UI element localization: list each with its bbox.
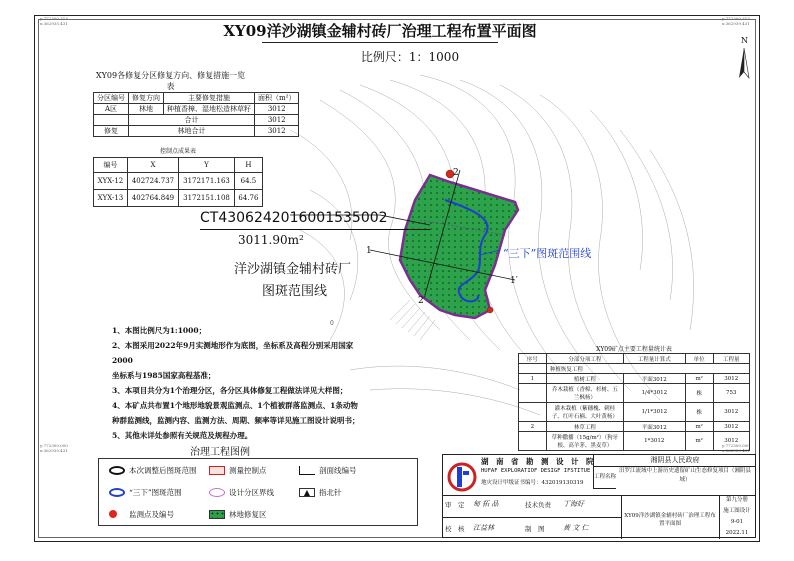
table-cell: 64.5 xyxy=(234,173,262,190)
table-cell xyxy=(519,384,547,403)
institute-logo-icon xyxy=(447,459,477,495)
table-cell: 1 xyxy=(519,374,547,384)
legend-item-section xyxy=(299,465,357,476)
table-cell: 林草工程 xyxy=(546,422,623,432)
legend-item-scope xyxy=(109,465,197,476)
restoration-table xyxy=(93,92,299,137)
table-cell: 种植恢复工程 xyxy=(546,364,749,374)
table-cell: 1/1*3012 xyxy=(623,403,685,422)
north-arrow-icon xyxy=(733,44,755,84)
control-header: X xyxy=(127,158,178,173)
quantity-table-caption: XY09矿点主要工程量统计表 xyxy=(596,346,672,353)
title-underline xyxy=(262,42,498,43)
monitor-point-icon xyxy=(487,307,493,313)
quantity-table xyxy=(518,353,750,451)
quantity-header: 分部分项工程 xyxy=(546,354,623,364)
elevation-label: 0 xyxy=(330,320,334,327)
table-cell xyxy=(519,364,547,374)
note-line: 5、其他未详处参照有关规范及规程办理。 xyxy=(112,431,253,440)
monitor-point-icon xyxy=(109,510,125,519)
table-cell xyxy=(94,115,129,126)
company-name-cn: 湖 南 省 勘 测 设 计 院 xyxy=(481,457,594,466)
table-cell: XYX-12 xyxy=(94,173,128,190)
parcel-area: 3011.90m² xyxy=(238,233,304,247)
company-name-en: HUFAF EXPLORATIOF DESIGF IFSTITUE xyxy=(481,468,591,474)
check-label: 校 核 xyxy=(445,525,465,533)
legend-item-forest xyxy=(209,509,267,520)
control-header: Y xyxy=(179,158,235,173)
legend-label: 设计分区界线 xyxy=(229,488,274,497)
client-name: 湘阴县人民政府 xyxy=(593,455,756,467)
drawing-date: 2022.11 xyxy=(725,530,749,536)
quantity-header: 工程量 xyxy=(713,354,749,364)
table-cell: 402724.737 xyxy=(127,173,178,190)
table-cell: A区 xyxy=(94,104,129,115)
table-cell: 株 xyxy=(685,403,713,422)
section-label-2p: 2′ xyxy=(418,296,426,306)
note-line: 1、本图比例尺为1:1000； xyxy=(112,326,207,335)
note-line: 4、本矿点共布置1个地形地貌景观监测点、1个植被群落监测点、1条动物 xyxy=(112,401,358,410)
map-title: XY09洋沙湖镇金辅村砖厂治理工程布置平面图 xyxy=(223,22,537,40)
table-cell: 1/4*3012 xyxy=(623,384,685,403)
restoration-header: 分区编号 xyxy=(94,93,129,104)
map-scale: 比例尺：1：1000 xyxy=(360,50,460,64)
table-cell: 3172151.108 xyxy=(179,190,235,207)
zone-boundary-icon xyxy=(209,488,225,497)
sheet-info xyxy=(719,495,755,539)
forest-zone-icon xyxy=(209,510,225,519)
legend-label: 林地修复区 xyxy=(229,510,267,519)
section-line-icon xyxy=(299,466,315,475)
sheet-label: 第九分册 xyxy=(725,497,748,503)
legend-label: 剖面线编号 xyxy=(319,466,357,475)
table-cell: 林地合计 xyxy=(129,126,255,137)
sanxia-symbol-icon xyxy=(109,488,125,497)
table-cell: 3172171.163 xyxy=(179,173,235,190)
title-block xyxy=(442,454,756,538)
restoration-header: 主要修复措施 xyxy=(164,93,255,104)
table-cell: 灌木栽植（紫穗槐、刺桂子、红叶石楠、大叶黄杨） xyxy=(546,403,623,422)
table-cell: 3012 xyxy=(255,115,299,126)
corner-coord-top-right: y:772300.313 x:362939.431 xyxy=(722,16,750,26)
audit-label: 审 定 xyxy=(445,501,465,509)
draw-signature: 黄 文 仁 xyxy=(563,524,589,532)
quantity-header: 工程量计算式 xyxy=(623,354,685,364)
draw-label: 制 图 xyxy=(525,525,545,533)
table-cell: 753 xyxy=(713,384,749,403)
table-cell: 3012 xyxy=(255,126,299,137)
design-notes xyxy=(112,323,362,443)
table-cell: 种植香樟、湿地松造林草籽 xyxy=(164,104,255,115)
legend-item-survey xyxy=(209,465,267,476)
table-cell: 1*3012 xyxy=(623,432,685,451)
table-cell: 402764.849 xyxy=(127,190,178,207)
cert-number: 地灾设计甲级证书编号：432019130319 xyxy=(481,480,584,486)
project-name: 汨罗江流域中上游历史遗留矿山生态修复项目（湘阴县域） xyxy=(618,468,751,483)
drawing-number: 9-01 xyxy=(730,519,744,525)
corner-coord-top-left: y:772300.313 x:362935.431 xyxy=(40,16,68,26)
table-cell: 乔木栽植（香樟、杉树、五兰枫杨） xyxy=(546,384,623,403)
boundary-name: 图斑范围线 xyxy=(262,284,328,299)
section-label-2: 2 xyxy=(453,168,459,178)
table-cell: m² xyxy=(685,374,713,384)
table-cell: 3012 xyxy=(713,422,749,432)
legend-title: 治理工程图例 xyxy=(190,447,250,458)
restoration-table-block xyxy=(93,70,299,137)
control-table-caption: 控制点成果表 xyxy=(159,148,196,155)
parcel-code: CT430624201600153500​2 xyxy=(200,210,388,226)
control-header: H xyxy=(234,158,262,173)
site-name: 洋沙湖镇金辅村砖厂 xyxy=(234,262,352,277)
table-cell: 3012 xyxy=(713,374,749,384)
drawing-name: XY09洋沙湖镇金辅村砖厂治理工程布置平面图 xyxy=(624,513,716,527)
quantity-header: 序号 xyxy=(519,354,547,364)
table-cell: 合计 xyxy=(129,115,255,126)
section-label-1p: 1′ xyxy=(510,276,518,286)
table-cell xyxy=(519,403,547,422)
legend-item-zone xyxy=(209,487,274,498)
table-cell: 株 xyxy=(685,384,713,403)
corner-coord-bottom-left: y:772300.000 x:362935.431 xyxy=(40,443,68,453)
control-header: 编号 xyxy=(94,158,128,173)
legend-item-north xyxy=(299,487,342,498)
scope-symbol-icon xyxy=(109,466,125,475)
legend-item-sanxia xyxy=(109,487,182,498)
tech-signature: 丁海好 xyxy=(563,500,584,508)
table-cell: 2 xyxy=(519,422,547,432)
table-cell xyxy=(519,432,547,451)
legend-label: 本次调整后图斑范围 xyxy=(129,466,197,475)
table-cell: 平面3012 xyxy=(623,422,685,432)
audit-signature: 甸 拓 品 xyxy=(473,500,499,508)
note-line: 种群监测线，监测内容、监测方法、周期、频率等详见施工图设计说明书； xyxy=(112,416,360,425)
table-cell: 植树工程 xyxy=(546,374,623,384)
table-cell: 修复 xyxy=(94,126,129,137)
sanxia-label: “三下”图斑范围线 xyxy=(503,247,592,260)
legend-label: 测量控制点 xyxy=(229,466,267,475)
quantity-header: 单位 xyxy=(685,354,713,364)
table-cell: 64.76 xyxy=(234,190,262,207)
restoration-header: 修复方向 xyxy=(129,93,164,104)
table-cell: m² xyxy=(685,422,713,432)
table-cell: m² xyxy=(685,432,713,451)
note-line: 2、本图采用2022年9月实测地形作为底图，坐标系及高程分别采用国家2000 xyxy=(112,341,354,365)
table-cell: 3012 xyxy=(713,432,749,451)
note-line: 3、本项目共分为1个治理分区，各分区具体修复工程做法详见大样图； xyxy=(112,386,348,395)
legend-label: 指北针 xyxy=(319,488,342,497)
table-cell: 林地 xyxy=(129,104,164,115)
legend-label: “三下”图斑范围 xyxy=(129,488,182,497)
legend-box xyxy=(98,458,418,526)
table-cell: XYX-13 xyxy=(94,190,128,207)
note-line: 坐标系与1985国家高程基准； xyxy=(112,371,216,380)
north-arrow-icon: ▲ xyxy=(299,488,315,497)
table-cell: 3012 xyxy=(255,104,299,115)
check-signature: 江益林 xyxy=(473,524,494,532)
table-cell: 3012 xyxy=(713,403,749,422)
legend-label: 监测点及编号 xyxy=(129,510,174,519)
control-table-block xyxy=(93,146,263,207)
control-table xyxy=(93,157,263,207)
restoration-header: 面积（m²） xyxy=(255,93,299,104)
project-label: 工程名称 xyxy=(593,466,616,489)
quantity-table-block xyxy=(518,344,750,451)
table-cell: 平面3012 xyxy=(623,374,685,384)
stage-label: 施工图设计 xyxy=(723,508,751,514)
section-label-1: 1 xyxy=(366,246,372,256)
restoration-table-caption: XY09各修复分区修复方向、修复措施一览表 xyxy=(95,71,246,91)
legend-item-monitor xyxy=(109,509,174,520)
tech-label: 技术负责 xyxy=(525,501,551,509)
north-label: N xyxy=(741,36,748,45)
survey-point-icon xyxy=(209,466,225,475)
corner-coord-bottom-right: y:772300.000 x:362939.431 xyxy=(722,443,750,453)
table-cell: 草种撒播（15g/m²）（狗牙根、高羊茅、黑麦草） xyxy=(546,432,623,451)
